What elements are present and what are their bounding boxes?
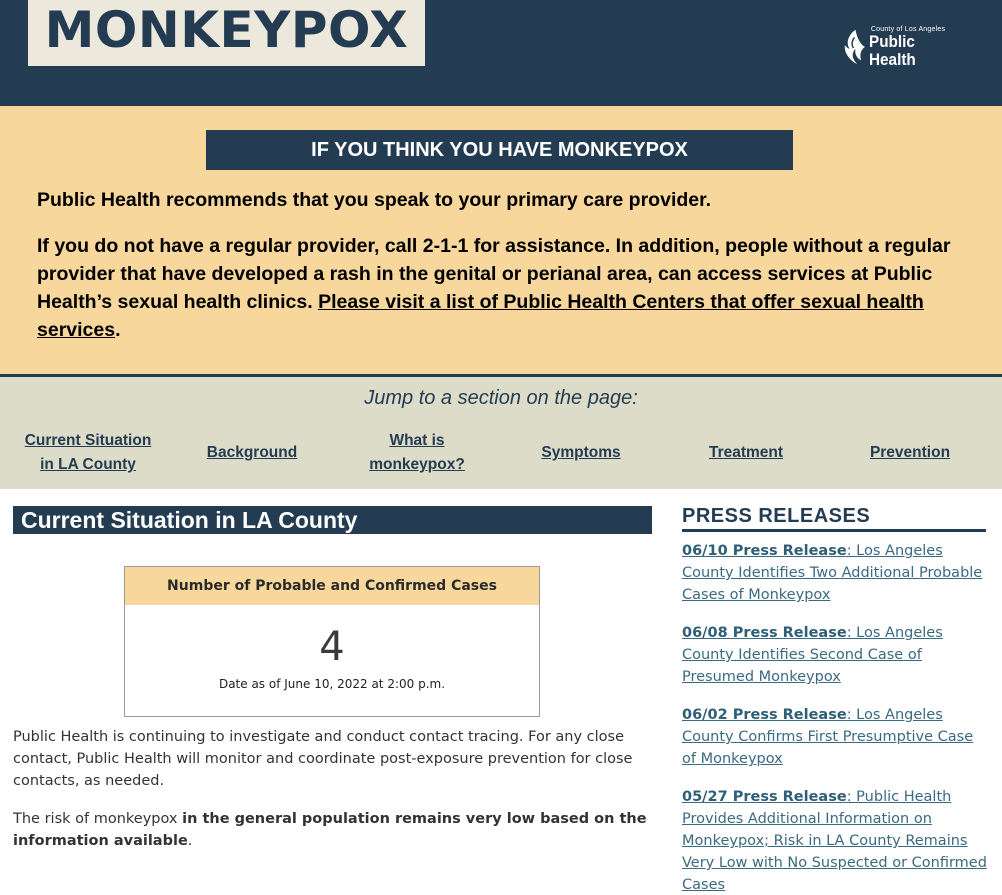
alert-paragraph-1: Public Health recommends that you speak to your primary care provider. (37, 189, 712, 211)
press-release-date: 06/02 Press Release (682, 707, 847, 723)
logo-county-text: County of Los Angeles (870, 25, 946, 33)
jump-link-treatment[interactable] (671, 441, 821, 465)
jump-link-symptoms[interactable] (506, 441, 656, 465)
cases-card-label: Number of Probable and Confirmed Cases (125, 567, 539, 605)
jump-link-prevention[interactable] (835, 441, 985, 465)
press-release-date: 05/27 Press Release (682, 789, 847, 805)
press-release-date: 06/10 Press Release (682, 543, 847, 559)
public-health-logo[interactable] (842, 26, 972, 68)
press-release-text: : Los Angeles County Confirms First Presumptive Case of Monkeypox (682, 707, 974, 767)
jump-link-current-situation[interactable] (13, 429, 163, 477)
cases-date: Date as of June 10, 2022 at 2:00 p.m. (218, 677, 446, 691)
risk-bold-text: in the general population remains very low based on the information available (13, 811, 647, 849)
press-release-date: 06/08 Press Release (682, 625, 847, 641)
jump-link-line: Treatment (708, 444, 784, 461)
alert-paragraph-2 (37, 232, 957, 344)
cases-count: 4 (319, 624, 345, 670)
alert-banner: IF YOU THINK YOU HAVE MONKEYPOX (206, 130, 793, 170)
jump-link-background[interactable] (177, 441, 327, 465)
jump-link-line: Background (206, 444, 298, 461)
press-release-text: : Public Health Provides Additional Information on Monkeypox; Risk in LA County Remains Very Low with No Suspected or Confirmed Cases (682, 789, 987, 893)
logo-public-health-text: Public Health (868, 31, 916, 69)
press-release-link[interactable] (682, 704, 987, 770)
risk-end: . (187, 833, 193, 849)
jump-link-line: monkeypox? (369, 456, 465, 473)
alert-p2-end: . (115, 319, 121, 341)
jump-link-line: Prevention (869, 444, 951, 461)
cases-card (124, 566, 540, 717)
jump-link-what-is[interactable] (342, 429, 492, 477)
press-release-link[interactable] (682, 540, 987, 606)
press-release-link[interactable] (682, 622, 987, 688)
jump-link-line: in LA County (40, 456, 136, 473)
alert-panel (0, 106, 1002, 374)
jump-nav-title: Jump to a section on the page: (364, 387, 638, 409)
page-title: MONKEYPOX (44, 1, 409, 59)
alert-p2-text: If you do not have a regular provider, call 2-1-1 for assistance. In addition, people without a regular provider that have developed a rash in the genital or perianal area, can access services at Public Health’s sexual health clinics. (37, 235, 951, 313)
press-release-text: : Los Angeles County Identifies Second Case of Presumed Monkeypox (682, 625, 943, 685)
sexual-health-centers-link[interactable]: Please visit a list of Public Health Centers that offer sexual health services (37, 291, 924, 341)
page-title-box (28, 0, 425, 66)
current-situation-heading: Current Situation in LA County (13, 506, 652, 534)
press-releases-heading: PRESS RELEASES (682, 505, 986, 532)
jump-link-line: What is (389, 432, 445, 449)
contact-tracing-paragraph: Public Health is continuing to investigate and conduct contact tracing. For any close contact, Public Health will monitor and coordinate post-exposure prevention for close contacts, as needed. (13, 729, 633, 789)
logo-text (869, 26, 972, 69)
jump-link-line: Symptoms (541, 444, 621, 461)
jump-link-line: Current Situation (24, 432, 152, 449)
logo-flame-icon (842, 27, 867, 67)
press-release-link[interactable] (682, 786, 987, 895)
risk-paragraph (13, 808, 653, 852)
site-header (0, 0, 1002, 106)
press-release-text: : Los Angeles County Identifies Two Additional Probable Cases of Monkeypox (682, 543, 983, 603)
jump-nav (0, 374, 1002, 489)
risk-text: The risk of monkeypox (13, 811, 183, 827)
